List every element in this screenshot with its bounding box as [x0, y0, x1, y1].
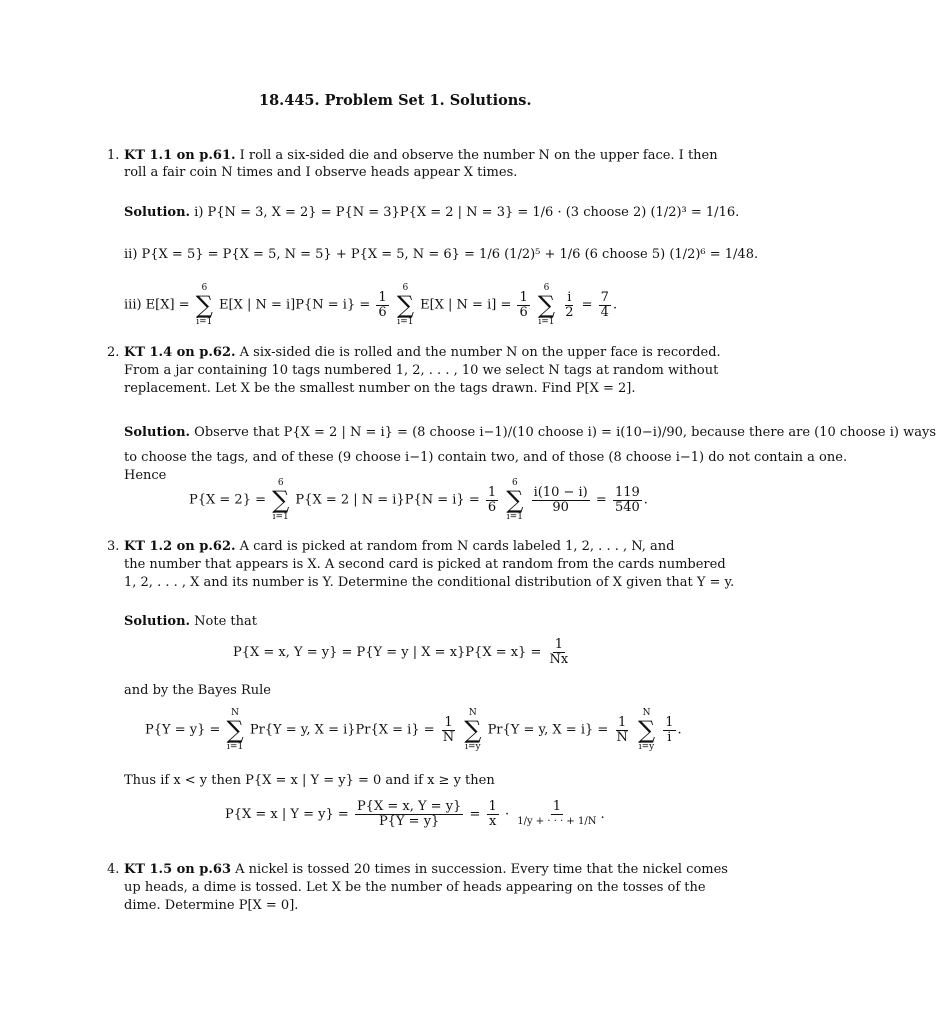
eq-text: P{X = 2} =: [189, 492, 266, 508]
problem-3-heading: KT 1.2 on p.62.: [124, 539, 236, 554]
fraction: [532, 486, 590, 515]
problem-3-equation-1: [233, 638, 572, 667]
numerator: 1: [488, 799, 497, 814]
sum-upper-limit: 6: [402, 283, 409, 293]
denominator: 4: [600, 304, 609, 320]
page-title: 18.445. Problem Set 1. Solutions.: [259, 92, 532, 109]
problem-2-solution-line-1: [124, 425, 936, 441]
fraction: [599, 291, 611, 320]
numerator: i: [567, 289, 572, 305]
sum-upper-limit: 6: [512, 478, 518, 488]
summation-symbol: N ∑ i=y: [637, 708, 656, 752]
problem-3-text-1: A card is picked at random from N cards labeled 1, 2, . . . , N, and: [235, 539, 675, 554]
problem-4-heading: KT 1.5 on p.63: [124, 862, 231, 877]
sum-upper-limit: N: [642, 708, 651, 718]
denominator: N: [442, 729, 455, 745]
eq-text: =: [595, 492, 607, 508]
numerator: 1: [554, 637, 563, 652]
numerator: i(10 − i): [533, 484, 588, 500]
summation-symbol: 6 ∑ i=1: [537, 283, 556, 327]
solution-text-1: Observe that P{X = 2 | N = i} = (8 choose i−1)/(10 choose i) = i(10−i)/90, because there are (10 choose i) ways: [190, 425, 936, 440]
problem-1-number: 1.: [107, 148, 120, 163]
numerator: 1: [378, 289, 387, 305]
numerator: 1: [552, 799, 561, 814]
problem-1-solution-ii: ii) P{X = 5} = P{X = 5, N = 5} + P{X = 5, N = 6} = 1/6 (1/2)⁵ + 1/6 (6 choose 5) (1/2)⁶ = 1/48.: [124, 247, 759, 262]
problem-3-number: 3.: [107, 539, 120, 554]
denominator: 1/y + · · · + 1/N: [517, 816, 597, 827]
numerator: 1: [617, 714, 627, 730]
fraction: [614, 716, 629, 745]
numerator: 1: [665, 714, 674, 730]
problem-4-text-1: A nickel is tossed 20 times in succession. Every time that the nickel comes: [231, 862, 728, 877]
eq-text: Pr{Y = y, X = i}Pr{X = i} =: [249, 722, 435, 738]
problem-1-line-1: [124, 148, 718, 164]
problem-3-solution-line-2: and by the Bayes Rule: [124, 683, 271, 698]
problem-3-line-2: the number that appears is X. A second card is picked at random from the cards numbered: [124, 557, 726, 572]
summation-symbol: 6 ∑ i=1: [506, 478, 524, 522]
solution-label: Solution.: [124, 425, 191, 440]
numerator: 1: [444, 714, 453, 730]
fraction: [486, 486, 498, 515]
problem-3-solution-line-3: Thus if x < y then P{X = x | Y = y} = 0 and if x ≥ y then: [124, 773, 495, 788]
sum-lower-limit: i=1: [227, 742, 244, 752]
sum-lower-limit: i=1: [397, 317, 414, 327]
fraction: [487, 800, 499, 829]
solution-label: Solution.: [124, 614, 191, 629]
sum-lower-limit: i=1: [196, 317, 213, 327]
eq-text: P{Y = y} =: [145, 722, 221, 738]
denominator: Nx: [549, 652, 569, 667]
summation-symbol: 6 ∑ i=1: [396, 283, 414, 327]
eq-text: iii) E[X] =: [124, 297, 190, 313]
problem-1-heading: KT 1.1 on p.61.: [124, 148, 236, 163]
fraction: [441, 716, 456, 745]
sum-upper-limit: 6: [543, 283, 550, 293]
denominator: N: [616, 729, 628, 745]
eq-text: E[X | N = i] =: [420, 297, 512, 313]
problem-3-equation-2: [145, 708, 682, 752]
problem-1-solution-iii: [124, 283, 617, 327]
sum-lower-limit: i=1: [506, 512, 523, 522]
solution-label: Solution.: [124, 205, 191, 220]
sum-upper-limit: N: [468, 708, 477, 718]
denominator: 90: [552, 499, 569, 515]
eq-text: ·: [504, 807, 510, 822]
problem-3-solution-line-1: [124, 614, 257, 630]
problem-1-line-2: roll a fair coin N times and I observe heads appear X times.: [124, 165, 518, 180]
numerator: 7: [600, 289, 609, 305]
denominator: 6: [378, 304, 387, 320]
problem-1-solution-i: [124, 205, 739, 221]
summation-symbol: 6 ∑ i=1: [195, 283, 213, 327]
eq-text: .: [600, 807, 605, 822]
problem-2-text-1: A six-sided die is rolled and the number N on the upper face is recorded.: [235, 345, 721, 360]
summation-symbol: 6 ∑ i=1: [272, 478, 290, 522]
sum-lower-limit: i=1: [538, 317, 555, 327]
problem-1-text-1: I roll a six-sided die and observe the number N on the upper face. I then: [235, 148, 718, 163]
eq-text: =: [581, 297, 593, 313]
fraction: [376, 291, 388, 320]
numerator: 1: [519, 289, 528, 305]
denominator: 6: [519, 304, 528, 320]
eq-text: .: [612, 297, 618, 313]
denominator: x: [488, 814, 497, 829]
eq-text: E[X | N = i]P{N = i} =: [219, 297, 371, 313]
denominator: i: [667, 729, 672, 745]
problem-4-number: 4.: [107, 862, 120, 877]
eq-text: .: [677, 722, 682, 738]
eq-text: P{X = x | Y = y} =: [225, 807, 349, 822]
fraction: [515, 800, 598, 829]
problem-2-number: 2.: [107, 345, 120, 360]
summation-symbol: N ∑ i=y: [464, 708, 482, 752]
problem-4-line-2: up heads, a dime is tossed. Let X be the number of heads appearing on the tosses of the: [124, 880, 706, 895]
fraction: [355, 800, 463, 829]
denominator: 2: [565, 304, 574, 320]
eq-text: .: [643, 492, 648, 508]
fraction: [548, 638, 571, 667]
problem-2-line-2: From a jar containing 10 tags numbered 1, 2, . . . , 10 we select N tags at random without: [124, 363, 719, 378]
fraction: [517, 291, 529, 320]
problem-4-line-1: [124, 862, 728, 878]
problem-2-heading: KT 1.4 on p.62.: [124, 345, 236, 360]
problem-3-line-1: [124, 539, 674, 555]
sum-lower-limit: i=y: [638, 742, 655, 752]
problem-2-line-1: [124, 345, 721, 361]
problem-2-equation: [189, 478, 648, 522]
denominator: 6: [487, 499, 497, 515]
sum-lower-limit: i=1: [272, 512, 289, 522]
solution-i-text: i) P{N = 3, X = 2} = P{N = 3}P{X = 2 | N = 3} = 1/6 · (3 choose 2) (1/2)³ = 1/16.: [190, 205, 740, 220]
problem-2-solution-line-3: Hence: [124, 468, 167, 483]
fraction: [663, 716, 675, 745]
problem-3-line-3: 1, 2, . . . , X and its number is Y. Determine the conditional distribution of X given that Y = y.: [124, 575, 735, 590]
numerator: 119: [614, 484, 640, 500]
sum-upper-limit: 6: [277, 478, 284, 488]
eq-text: P{X = 2 | N = i}P{N = i} =: [295, 492, 480, 508]
eq-text: P{X = x, Y = y} = P{Y = y | X = x}P{X = x} =: [233, 645, 542, 660]
problem-4-line-3: dime. Determine P[X = 0].: [124, 898, 299, 913]
solution-text-1: Note that: [190, 614, 258, 629]
problem-3-equation-3: [225, 800, 605, 829]
problem-2-line-3: replacement. Let X be the smallest number on the tags drawn. Find P[X = 2].: [124, 381, 636, 396]
eq-text: =: [469, 807, 481, 822]
sum-upper-limit: 6: [201, 283, 208, 293]
denominator: P{Y = y}: [378, 814, 440, 829]
sum-upper-limit: N: [231, 708, 240, 718]
fraction: [563, 291, 575, 320]
sum-lower-limit: i=y: [465, 742, 481, 752]
summation-symbol: N ∑ i=1: [226, 708, 244, 752]
fraction: [613, 486, 642, 515]
problem-2-solution-line-2: to choose the tags, and of these (9 choose i−1) contain two, and of those (8 choose i−1) do not contain a one.: [124, 450, 848, 465]
denominator: 540: [614, 499, 640, 515]
eq-text: Pr{Y = y, X = i} =: [487, 722, 609, 738]
numerator: 1: [487, 484, 497, 500]
numerator: P{X = x, Y = y}: [356, 799, 462, 814]
